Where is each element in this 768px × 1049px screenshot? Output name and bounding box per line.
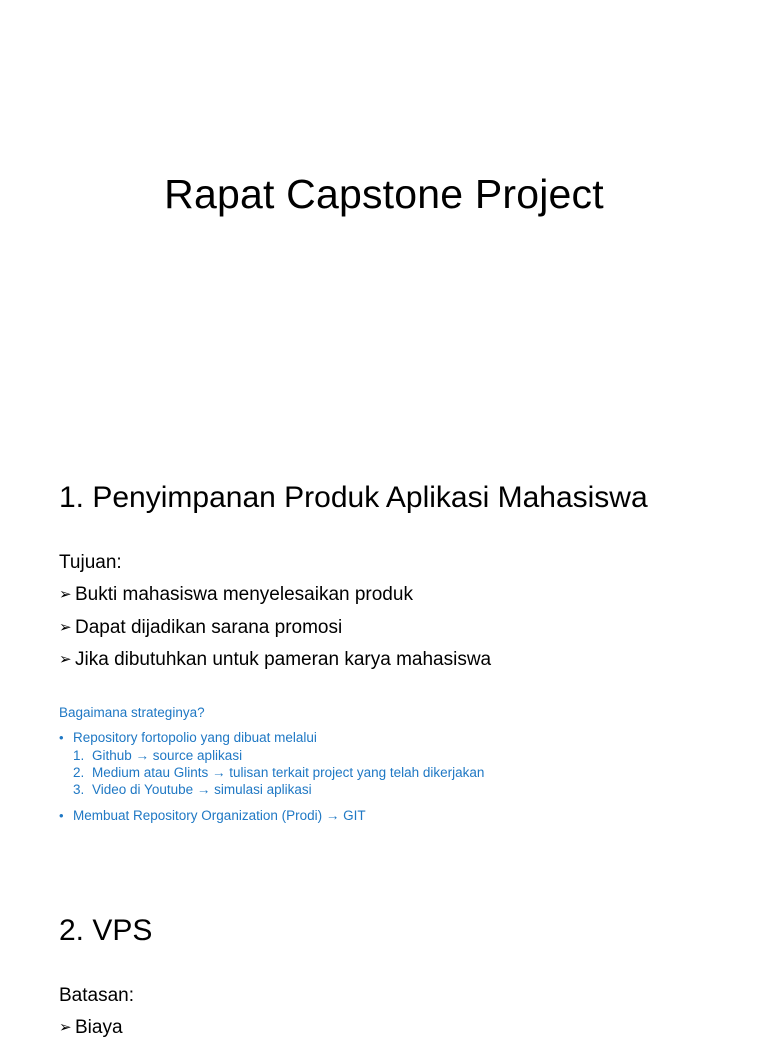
list-item (59, 616, 491, 649)
tujuan-list (59, 583, 491, 681)
list-item (59, 1016, 123, 1049)
goal-text: Dapat dijadikan sarana promosi (75, 616, 343, 638)
goal-text: Jika dibutuhkan untuk pameran karya mahasiswa (75, 649, 492, 670)
section-heading-penyimpanan: 1. Penyimpanan Produk Aplikasi Mahasiswa (59, 481, 648, 514)
strategy-item-repository (59, 729, 484, 798)
sub-item-text: Medium atau Glints → tulisan terkait project yang telah dikerjakan (92, 765, 485, 780)
arrow-bullet-icon: ➢ (59, 651, 72, 668)
section-heading-vps: 2. VPS (59, 914, 153, 947)
arrow-bullet-icon: ➢ (59, 618, 72, 636)
list-item (59, 648, 491, 681)
sub-list-item (73, 747, 484, 764)
slide-title: Rapat Capstone Project (164, 171, 604, 217)
strategy-item-organization (59, 807, 366, 825)
sub-item-text: Video di Youtube → simulasi aplikasi (92, 782, 312, 797)
strategy-item-text: Membuat Repository Organization (Prodi) → GIT (73, 808, 366, 823)
batasan-list (59, 1016, 123, 1049)
strategy-list (59, 807, 366, 825)
sub-list-item (73, 781, 484, 798)
tujuan-label: Tujuan: (59, 552, 122, 573)
arrow-bullet-icon: ➢ (59, 1019, 72, 1036)
bullet-dot-icon: • (59, 808, 64, 823)
strategy-title: Bagaimana strateginya? (59, 705, 205, 720)
sub-item-number: 3. (73, 782, 85, 797)
arrow-bullet-icon: ➢ (59, 586, 72, 603)
batasan-label: Batasan: (59, 985, 134, 1006)
portfolio-sub-list (73, 747, 484, 798)
sub-item-number: 2. (73, 765, 85, 780)
goal-text: Bukti mahasiswa menyelesaikan produk (75, 584, 413, 605)
bullet-dot-icon: • (59, 730, 64, 745)
sub-item-text: Github → source aplikasi (92, 748, 243, 763)
list-item (59, 583, 491, 616)
limit-text: Biaya (75, 1017, 123, 1038)
sub-item-number: 1. (73, 748, 85, 763)
strategy-list (59, 729, 484, 798)
sub-list-item (73, 764, 484, 781)
strategy-item-text: Repository fortopolio yang dibuat melalui (73, 730, 317, 745)
